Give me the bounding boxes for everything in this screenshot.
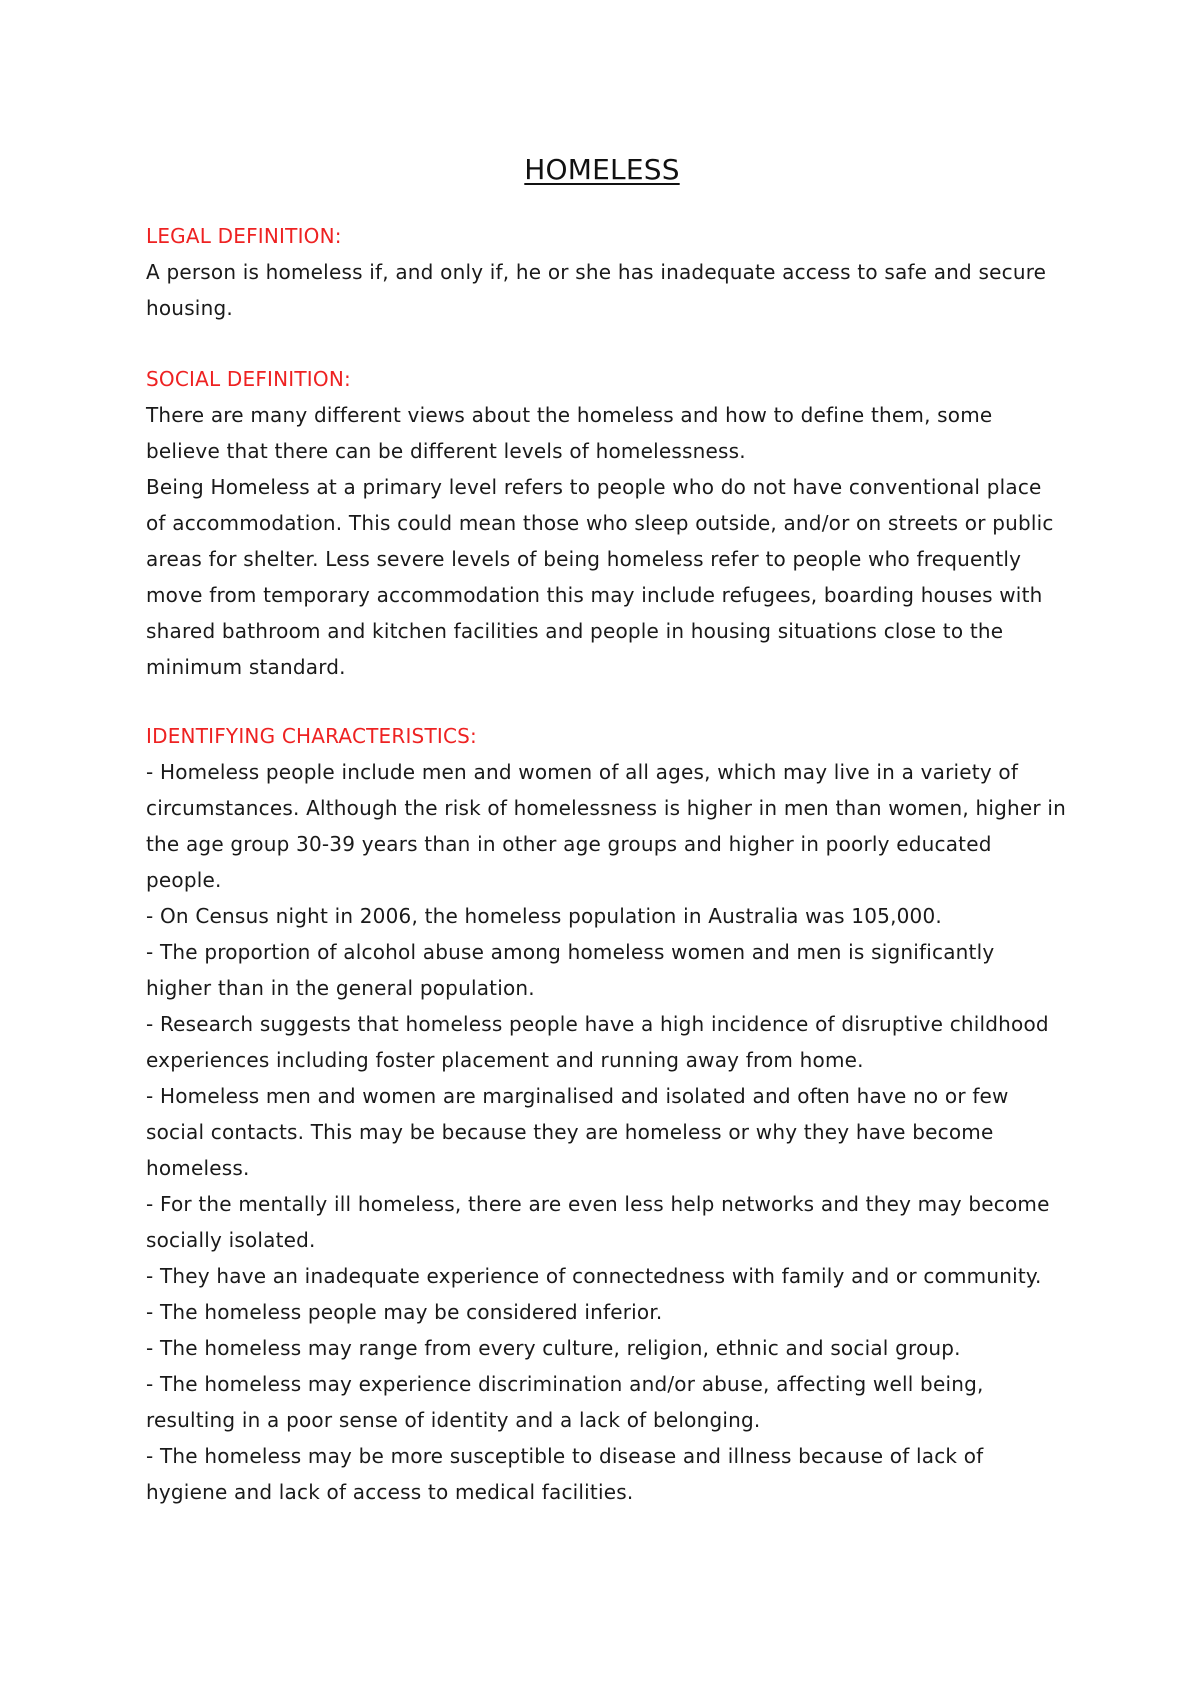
characteristic-item: - Homeless people include men and women of all ages, which may live in a variety of circumstances. Although the risk of homelessness is higher in men than women, higher in the age group 30-39 years than in other age groups and higher in poorly educated people. bbox=[146, 760, 1066, 892]
characteristic-item: - On Census night in 2006, the homeless population in Australia was 105,000. bbox=[146, 904, 942, 928]
page-title: HOMELESS bbox=[524, 153, 680, 186]
social-definition-section bbox=[146, 361, 1066, 685]
legal-definition-text: A person is homeless if, and only if, he or she has inadequate access to safe and secure housing. bbox=[146, 260, 1047, 320]
characteristic-item: - The homeless may range from every culture, religion, ethnic and social group. bbox=[146, 1336, 961, 1360]
characteristic-item: - The homeless may experience discrimination and/or abuse, affecting well being, resulting in a poor sense of identity and a lack of belonging. bbox=[146, 1372, 984, 1432]
legal-definition-section bbox=[146, 218, 1066, 326]
characteristic-item: - They have an inadequate experience of connectedness with family and or community. bbox=[146, 1264, 1042, 1288]
characteristic-item: - For the mentally ill homeless, there are even less help networks and they may become socially isolated. bbox=[146, 1192, 1050, 1252]
legal-definition-heading: LEGAL DEFINITION: bbox=[146, 224, 342, 248]
characteristic-item: - The proportion of alcohol abuse among homeless women and men is significantly higher than in the general population. bbox=[146, 940, 995, 1000]
characteristic-item: - The homeless people may be considered inferior. bbox=[146, 1300, 663, 1324]
characteristic-item: - Research suggests that homeless people have a high incidence of disruptive childhood experiences including foster placement and running away from home. bbox=[146, 1012, 1049, 1072]
identifying-characteristics-heading: IDENTIFYING CHARACTERISTICS: bbox=[146, 724, 477, 748]
identifying-characteristics-section bbox=[146, 718, 1066, 1510]
social-definition-paragraph: There are many different views about the homeless and how to define them, some believe that there can be different levels of homelessness. bbox=[146, 403, 993, 463]
social-definition-heading: SOCIAL DEFINITION: bbox=[146, 367, 351, 391]
characteristic-item: - Homeless men and women are marginalised and isolated and often have no or few social contacts. This may be because they are homeless or why they have become homeless. bbox=[146, 1084, 1009, 1180]
social-definition-paragraph: Being Homeless at a primary level refers to people who do not have conventional place of accommodation. This could mean those who sleep outside, and/or on streets or public areas for shelter. Less severe levels of being homeless refer to people who frequently move from temporary accommodation this may include refugees, boarding houses with shared bathroom and kitchen facilities and people in housing situations close to the minimum standard. bbox=[146, 475, 1054, 679]
characteristic-item: - The homeless may be more susceptible to disease and illness because of lack of hygiene and lack of access to medical facilities. bbox=[146, 1444, 984, 1504]
